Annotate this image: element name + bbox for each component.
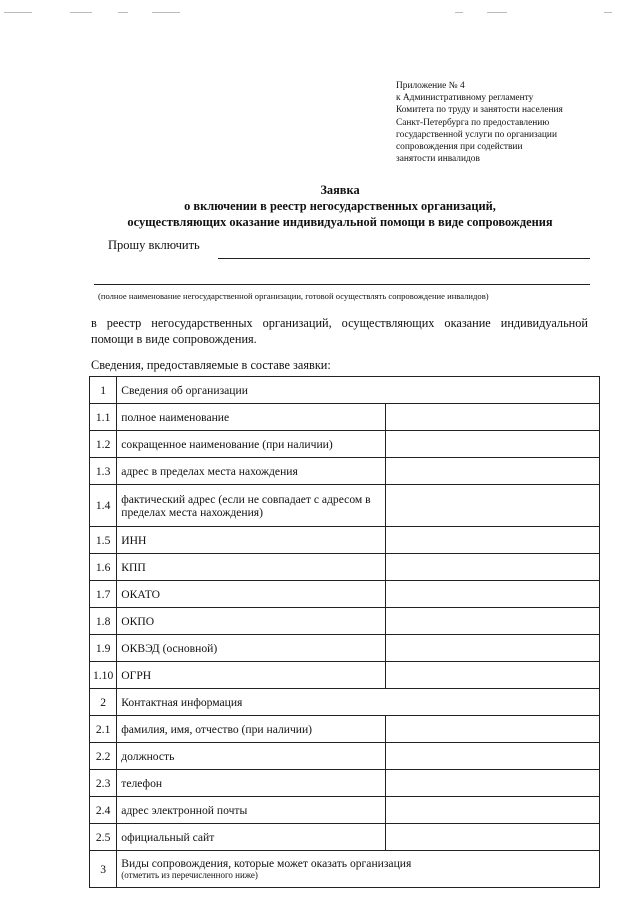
annex-line: к Административному регламенту <box>396 93 534 104</box>
row-label: фактический адрес (если не совпадает с адресом в пределах места нахождения) <box>121 492 371 519</box>
row-label: КПП <box>121 560 146 574</box>
row-number: 1.4 <box>90 485 117 527</box>
row-label-cell <box>117 770 386 797</box>
application-info-table <box>89 376 600 888</box>
row-value-field[interactable] <box>385 770 599 797</box>
row-label-cell <box>117 377 600 404</box>
row-label-cell <box>117 527 386 554</box>
annex-line: Комитета по труду и занятости населения <box>396 105 563 116</box>
row-number: 1.7 <box>90 581 117 608</box>
request-paragraph: в реестр негосударственных организаций, осуществляющих оказание индивидуальной помощи в виде сопровождения. <box>91 316 588 346</box>
row-number: 1.1 <box>90 404 117 431</box>
table-row <box>90 527 600 554</box>
row-value-field[interactable] <box>385 797 599 824</box>
row-label-cell <box>117 743 386 770</box>
row-label: официальный сайт <box>121 830 215 844</box>
row-number: 1 <box>90 377 117 404</box>
row-value-field[interactable] <box>385 485 599 527</box>
row-number: 3 <box>90 851 117 888</box>
row-number: 1.9 <box>90 635 117 662</box>
row-number: 2.2 <box>90 743 117 770</box>
row-value-field[interactable] <box>385 743 599 770</box>
field-caption: (полное наименование негосударственной организации, готовой осуществлять сопровождение инвалидов) <box>98 291 489 301</box>
row-label: адрес в пределах места нахождения <box>121 464 298 478</box>
table-row <box>90 743 600 770</box>
row-label: Контактная информация <box>121 695 243 709</box>
request-label: Прошу включить <box>108 238 200 252</box>
table-row <box>90 797 600 824</box>
row-label: телефон <box>121 776 163 790</box>
row-label: Сведения об организации <box>121 383 248 397</box>
scan-artifacts <box>0 8 640 20</box>
row-label-cell <box>117 485 386 527</box>
table-row <box>90 458 600 485</box>
table-row <box>90 770 600 797</box>
row-label: ОГРН <box>121 668 152 682</box>
table-section-row <box>90 689 600 716</box>
title-line-3: осуществляющих оказание индивидуальной помощи в виде сопровождения <box>127 215 553 229</box>
annex-line: занятости инвалидов <box>396 154 480 165</box>
row-number: 1.2 <box>90 431 117 458</box>
annex-line: Приложение № 4 <box>396 81 465 91</box>
row-number: 1.5 <box>90 527 117 554</box>
row-label: адрес электронной почты <box>121 803 248 817</box>
organization-name-field-line-1[interactable] <box>218 258 590 259</box>
row-label-cell <box>117 824 386 851</box>
row-number: 1.3 <box>90 458 117 485</box>
table-row <box>90 485 600 527</box>
row-value-field[interactable] <box>385 527 599 554</box>
row-label: ОКВЭД (основной) <box>121 641 218 655</box>
row-label-cell <box>117 404 386 431</box>
annex-line: Санкт-Петербурга по предоставлению <box>396 117 550 128</box>
document-title <box>0 182 640 230</box>
row-label: ОКАТО <box>121 587 161 601</box>
row-number: 2 <box>90 689 117 716</box>
row-number: 1.10 <box>90 662 117 689</box>
table-row <box>90 404 600 431</box>
row-label-cell <box>117 716 386 743</box>
row-label: сокращенное наименование (при наличии) <box>121 437 333 451</box>
table-row <box>90 581 600 608</box>
table-section-row <box>90 851 600 888</box>
table-intro: Сведения, предоставляемые в составе заявки: <box>91 358 331 372</box>
row-note: (отметить из перечисленного ниже) <box>121 870 258 880</box>
row-number: 2.3 <box>90 770 117 797</box>
row-value-field[interactable] <box>385 458 599 485</box>
row-label: Виды сопровождения, которые может оказать организация <box>121 857 412 870</box>
row-value-field[interactable] <box>385 662 599 689</box>
row-label: полное наименование <box>121 410 230 424</box>
row-label-cell <box>117 662 386 689</box>
row-label: фамилия, имя, отчество (при наличии) <box>121 722 313 736</box>
row-number: 1.8 <box>90 608 117 635</box>
row-value-field[interactable] <box>385 635 599 662</box>
table-row <box>90 608 600 635</box>
annex-note <box>396 80 632 165</box>
table-row <box>90 635 600 662</box>
row-label: должность <box>121 749 175 763</box>
table-row <box>90 824 600 851</box>
row-label-cell <box>117 635 386 662</box>
table-row <box>90 716 600 743</box>
table-row <box>90 431 600 458</box>
row-label: ОКПО <box>121 614 155 628</box>
row-value-field[interactable] <box>385 404 599 431</box>
row-value-field[interactable] <box>385 824 599 851</box>
row-value-field[interactable] <box>385 581 599 608</box>
row-label: ИНН <box>121 533 147 547</box>
row-value-field[interactable] <box>385 554 599 581</box>
table-row <box>90 662 600 689</box>
table-section-row <box>90 377 600 404</box>
row-label-cell <box>117 431 386 458</box>
row-label-cell <box>117 797 386 824</box>
row-label-cell <box>117 851 600 888</box>
row-value-field[interactable] <box>385 608 599 635</box>
row-number: 1.6 <box>90 554 117 581</box>
row-label-cell <box>117 458 386 485</box>
annex-line: сопровождения при содействии <box>396 142 523 153</box>
row-number: 2.4 <box>90 797 117 824</box>
row-label-cell <box>117 554 386 581</box>
row-label-cell <box>117 608 386 635</box>
row-value-field[interactable] <box>385 716 599 743</box>
row-label-cell <box>117 581 386 608</box>
table-row <box>90 554 600 581</box>
title-line-1: Заявка <box>320 183 360 197</box>
row-number: 2.1 <box>90 716 117 743</box>
row-value-field[interactable] <box>385 431 599 458</box>
row-number: 2.5 <box>90 824 117 851</box>
organization-name-field-line-2[interactable] <box>94 284 590 285</box>
row-label-cell <box>117 689 600 716</box>
annex-line: государственной услуги по организации <box>396 129 557 140</box>
title-line-2: о включении в реестр негосударственных организаций, <box>184 199 496 213</box>
